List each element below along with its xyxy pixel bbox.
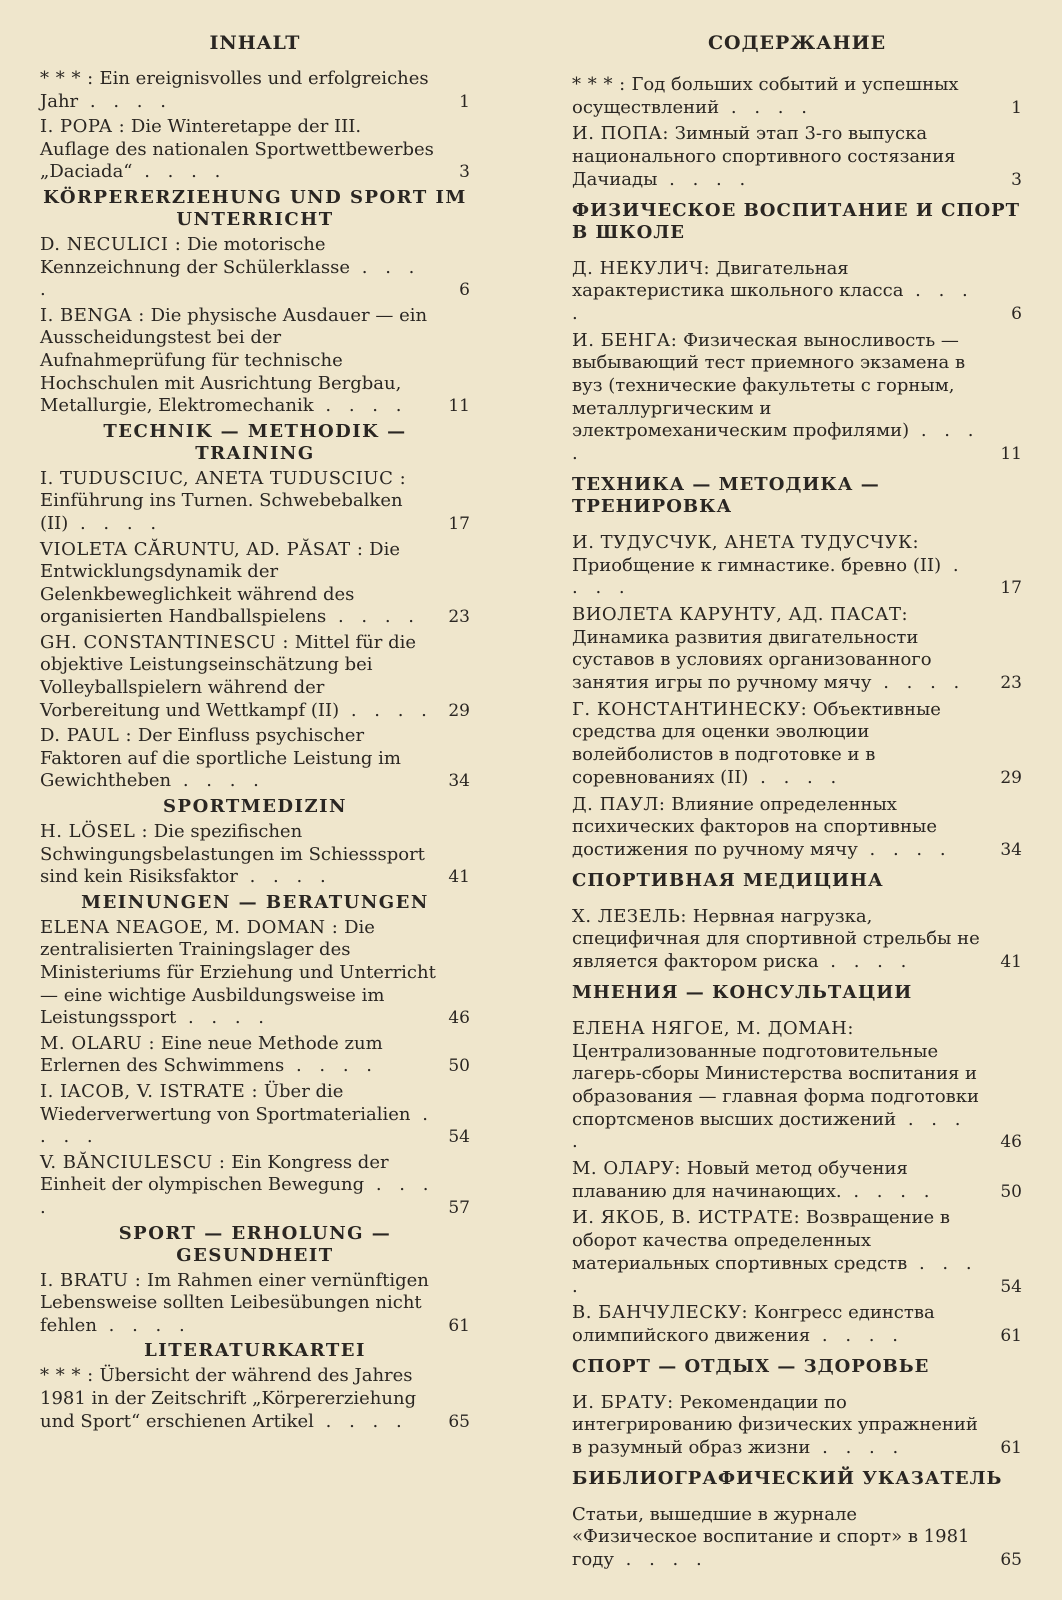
toc-entry [40, 821, 470, 889]
toc-entry [40, 305, 470, 418]
russian-toc-title: СОДЕРЖАНИЕ [707, 32, 887, 54]
entry-title: Die zentralisierten Trainingslager des Ministeriums für Erziehung und Unterricht — eine wichtige Ausbildungsweise im Leistungssport [40, 916, 436, 1029]
toc-entry [40, 632, 470, 722]
section-heading: LITERATURKARTEI [144, 1340, 366, 1362]
entry-author: I. POPA : [40, 116, 126, 138]
page-number: 29 [1000, 767, 1022, 788]
entry-title: Новый метод обучения плаванию для начинающих. [572, 1158, 908, 1202]
leader-dots: . . . . [719, 96, 813, 118]
entry-author: Д. НЕКУЛИЧ: [572, 257, 711, 279]
entry-title: Нервная нагрузка, специфичная для спортивной стрельбы не является фактором риска [572, 905, 980, 973]
leader-dots: . . . . [326, 606, 420, 628]
page-number: 54 [1000, 1276, 1022, 1297]
entry-author: Х. ЛЕЗЕЛЬ: [572, 905, 687, 927]
leader-dots: . . . . [572, 554, 965, 599]
page-number: 61 [1000, 1326, 1022, 1347]
leader-dots: . . . . [237, 866, 332, 888]
toc-entry-text [40, 1365, 436, 1433]
leader-dots: . . . . [657, 168, 752, 190]
toc-entry [40, 1270, 470, 1338]
toc-entry-text [40, 917, 436, 1030]
toc-entry [40, 725, 470, 793]
toc-entry [572, 1302, 1022, 1347]
page-number: 17 [1000, 578, 1022, 599]
section-heading: SPORTMEDIZIN [163, 796, 347, 818]
toc-entry-text [40, 632, 436, 722]
entry-title: Двигательная характеристика школьного класса [572, 257, 904, 302]
leader-dots: . . . . [871, 672, 966, 694]
toc-entry-text [40, 1152, 436, 1220]
page-number: 1 [459, 91, 470, 112]
page-number: 6 [459, 280, 470, 301]
toc-entry [572, 906, 1022, 974]
page-number: 11 [448, 396, 470, 417]
entry-author: I. TUDUSCIUC, ANETA TUDUSCIUC : [40, 467, 407, 489]
page-number: 23 [448, 607, 470, 628]
section-heading: ФИЗИЧЕСКОЕ ВОСПИТАНИЕ И СПОРТ В ШКОЛЕ [572, 199, 1021, 243]
entry-author: ВИОЛЕТА КАРУНТУ, АД. ПАСАТ: [572, 603, 909, 625]
toc-entry [40, 539, 470, 629]
leader-dots: . . . . [748, 766, 843, 788]
page-number: 54 [448, 1127, 470, 1148]
entry-title: Централизованные подготовительные лагерь-сборы Министерства воспитания и образования — главная форма подготовки спортсменов высших достижений [572, 1040, 980, 1130]
section-heading: СПОРТ — ОТДЫХ — ЗДОРОВЬЕ [572, 1355, 930, 1377]
entry-author: M. OLARU : [40, 1032, 156, 1054]
toc-entry-text [40, 725, 436, 793]
toc-entry-text [572, 1018, 980, 1154]
entry-title: Über die Wiederverwertung von Sportmaterialien [40, 1080, 411, 1125]
leader-dots: . . . . [96, 1314, 191, 1336]
section-heading: KÖRPERERZIEHUNG UND SPORT IM UNTERRICHT [43, 186, 467, 230]
toc-entry-text [40, 1270, 436, 1338]
toc-entry-text [572, 123, 980, 191]
entry-author: И. ПОПА: [572, 123, 669, 145]
leader-dots: . . . . [572, 1252, 978, 1297]
page-number: 41 [448, 867, 470, 888]
section-heading: БИБЛИОГРАФИЧЕСКИЙ УКАЗАТЕЛЬ [572, 1467, 1003, 1489]
entry-title: Die physische Ausdauer — ein Ausscheidungstest bei der Aufnahmeprüfung für technische Hochschulen mit Ausrichtung Bergbau, Metallurgie, Elektromechanik [40, 304, 428, 417]
entry-author: М. ОЛАРУ: [572, 1158, 681, 1180]
toc-entry [40, 917, 470, 1030]
entry-title: Die Winteretappe der III. Auflage des nationalen Sportwettbewerbes „Daciada“ [40, 116, 434, 183]
section-heading: TECHNIK — METHODIK — TRAINING [103, 420, 407, 464]
leader-dots: . . . . [841, 1180, 936, 1202]
entry-title: Die motorische Kennzeichnung der Schülerklasse [40, 233, 351, 278]
section-heading: СПОРТИВНАЯ МЕДИЦИНА [572, 869, 884, 891]
toc-entry [572, 604, 1022, 695]
entry-author: D. PAUL : [40, 725, 133, 747]
toc-entry-text [572, 330, 980, 466]
leader-dots: . . . . [40, 1174, 435, 1218]
toc-entry [40, 1033, 470, 1078]
toc-entry-text [40, 116, 436, 184]
toc-entry-text [40, 1033, 436, 1078]
leader-dots: . . . . [78, 90, 172, 112]
leader-dots: . . . . [572, 280, 974, 324]
page-number: 3 [1011, 169, 1022, 190]
toc-entry [572, 1018, 1022, 1154]
entry-author: Г. КОНСТАНТИНЕСКУ: [572, 698, 808, 720]
entry-title: Ein Kongress der Einheit der olympischen Bewegung [40, 1151, 389, 1196]
toc-entry-text [572, 794, 980, 862]
entry-author: H. LÖSEL : [40, 821, 149, 843]
leader-dots: . . . . [339, 699, 433, 721]
entry-title: Im Rahmen einer vernünftigen Lebensweise sollten Leibesübungen nicht fehlen [40, 1269, 429, 1336]
toc-entry [572, 1158, 1022, 1203]
entry-title: Влияние определенных психических факторов на спортивные достижения по ручному мячу [572, 793, 938, 860]
page-number: 1 [1011, 97, 1022, 118]
entry-author: * * * : [572, 74, 626, 95]
toc-entry-text [40, 468, 436, 536]
toc-entry-text [40, 821, 436, 889]
entry-author: * * * : [40, 68, 94, 89]
toc-entry-text [572, 258, 980, 326]
entry-title: Einführung ins Turnen. Schwebebalken (II) [40, 490, 403, 534]
entry-author: ELENA NEAGOE, M. DOMAN : [40, 916, 339, 938]
toc-entry [572, 123, 1022, 191]
leader-dots: . . . . [313, 1410, 408, 1432]
toc-entry-text [572, 906, 980, 974]
toc-entry [40, 1152, 470, 1220]
russian-toc-column [572, 28, 1022, 1576]
entry-author: В. БАНЧУЛЕСКУ: [572, 1302, 749, 1324]
entry-author: D. NECULICI : [40, 233, 182, 255]
entry-title: Год больших событий и успешных осуществлений [572, 74, 959, 118]
leader-dots: . . . . [313, 395, 408, 417]
page-number: 3 [459, 162, 470, 183]
page-number: 50 [448, 1056, 470, 1077]
leader-dots: . . . . [132, 161, 227, 183]
page-number: 61 [448, 1315, 470, 1336]
entry-title: Mittel für die objektive Leistungseinschätzung bei Volleyballspielern während der Vorbereitung und Wettkampf (II) [40, 631, 417, 721]
german-toc-list [40, 68, 470, 1433]
leader-dots: . . . . [572, 1108, 967, 1153]
toc-entry [40, 234, 470, 302]
section-heading: SPORT — ERHOLUNG — GESUNDHEIT [118, 1222, 392, 1266]
entry-title: Статьи, вышедшие в журнале «Физическое воспитание и спорт» в 1981 году [572, 1503, 970, 1571]
entry-title: Зимный этап 3-го выпуска национального спортивного состязания Дачиады [572, 123, 956, 190]
toc-entry-text [572, 699, 980, 790]
toc-entry [572, 699, 1022, 790]
toc-entry-text [572, 1392, 980, 1460]
page-number: 41 [1000, 952, 1022, 973]
section-heading: МНЕНИЯ — КОНСУЛЬТАЦИИ [572, 981, 913, 1003]
toc-entry-text [572, 604, 980, 695]
entry-title: Рекомендации по интегрированию физических упражнений в разумный образ жизни [572, 1391, 978, 1459]
entry-author: ЕЛЕНА НЯГОЕ, М. ДОМАН: [572, 1017, 854, 1039]
page-number: 23 [1000, 673, 1022, 694]
toc-entry-text [40, 305, 436, 418]
toc-entry-text [572, 1504, 980, 1572]
page-number: 6 [1011, 304, 1022, 325]
toc-entry-text [572, 532, 980, 600]
entry-title: Возвращение в оборот качества определенных материальных спортивных средств [572, 1207, 951, 1274]
toc-entry [572, 1392, 1022, 1460]
entry-author: И. БРАТУ: [572, 1391, 674, 1413]
entry-title: Der Einfluss psychischer Faktoren auf die sportliche Leistung im Gewichtheben [40, 725, 401, 792]
toc-entry [40, 1081, 470, 1149]
entry-title: Übersicht der während des Jahres 1981 in der Zeitschrift „Körpererziehung und Sport“ erschienen Artikel [40, 1365, 417, 1432]
entry-title: Динамика развития двигательности суставов в условиях организованного занятия игры по ручному мячу [572, 626, 932, 694]
leader-dots: . . . . [40, 1103, 434, 1148]
toc-entry [572, 1504, 1022, 1572]
leader-dots: . . . . [810, 1324, 904, 1346]
entry-author: I. IACOB, V. ISTRATE : [40, 1080, 259, 1102]
toc-entry-text [40, 1081, 436, 1149]
entry-author: И. БЕНГА: [572, 329, 678, 351]
toc-entry [572, 532, 1022, 600]
page-number: 46 [1000, 1132, 1022, 1153]
toc-entry [572, 258, 1022, 326]
leader-dots: . . . . [284, 1055, 379, 1077]
toc-entry-text [40, 539, 436, 629]
entry-title: Die spezifischen Schwingungsbelastungen im Schiesssport sind kein Risiksfaktor [40, 821, 425, 888]
leader-dots: . . . . [857, 838, 952, 860]
page-number: 65 [448, 1411, 470, 1432]
page-number: 11 [1000, 444, 1022, 465]
toc-entry-text [572, 1207, 980, 1298]
toc-entry [40, 68, 470, 113]
page-number: 46 [448, 1008, 470, 1029]
german-toc-column [40, 28, 470, 1436]
entry-author: I. BRATU : [40, 1269, 142, 1291]
leader-dots: . . . . [68, 512, 163, 534]
toc-entry-text [40, 234, 436, 302]
entry-author: Д. ПАУЛ: [572, 793, 666, 815]
page-number: 61 [1000, 1438, 1022, 1459]
entry-author: GH. CONSTANTINESCU : [40, 631, 289, 653]
toc-entry-text [572, 74, 980, 119]
page-number: 34 [448, 771, 470, 792]
entry-author: И. ЯКОБ, В. ИСТРАТЕ: [572, 1207, 801, 1229]
page-number: 65 [1000, 1550, 1022, 1571]
entry-author: VIOLETA CĂRUNTU, AD. PĂSAT : [40, 538, 364, 560]
leader-dots: . . . . [818, 951, 913, 973]
toc-entry [40, 468, 470, 536]
toc-entry [572, 330, 1022, 466]
page-number: 29 [448, 700, 470, 721]
toc-entry-text [572, 1302, 980, 1347]
entry-author: I. BENGA : [40, 304, 145, 326]
leader-dots: . . . . [176, 1007, 270, 1029]
leader-dots: . . . . [572, 420, 980, 465]
toc-entry [572, 794, 1022, 862]
toc-entry-text [572, 1158, 980, 1203]
page-number: 34 [1000, 840, 1022, 861]
page-number: 17 [448, 513, 470, 534]
entry-title: Конгресс единства олимпийского движения [572, 1302, 935, 1346]
entry-title: Физическая выносливость — выбывающий тест приемного экзамена в вуз (технические факультеты с горным, металлургическим и электромеханическим профилями) [572, 329, 966, 442]
entry-title: Ein ereignisvolles und erfolgreiches Jahr [40, 68, 429, 112]
leader-dots: . . . . [810, 1437, 905, 1459]
entry-author: * * * : [40, 1365, 94, 1387]
leader-dots: . . . . [613, 1549, 708, 1571]
page-number: 50 [1000, 1181, 1022, 1202]
section-heading: MEINUNGEN — BERATUNGEN [81, 891, 429, 913]
toc-entry [40, 116, 470, 184]
toc-entry [572, 1207, 1022, 1298]
leader-dots: . . . . [171, 770, 265, 792]
entry-author: V. BĂNCIULESCU : [40, 1151, 226, 1173]
page-number: 57 [448, 1197, 470, 1218]
entry-author: И. ТУДУСЧУК, АНЕТА ТУДУСЧУК: [572, 531, 920, 553]
toc-entry [40, 1365, 470, 1433]
leader-dots: . . . . [40, 256, 421, 301]
russian-toc-list [572, 74, 1022, 1572]
entry-title: Объективные средства для оценки эволюции волейболистов в подготовке и в соревнованиях (II) [572, 698, 941, 788]
section-heading: ТЕХНИКА — МЕТОДИКА — ТРЕНИРОВКА [572, 473, 880, 517]
german-toc-title: INHALT [209, 32, 301, 54]
toc-entry-text [40, 68, 436, 113]
entry-title: Приобщение к гимнастике. бревно (II) [572, 554, 942, 576]
entry-title: Die Entwicklungsdynamik der Gelenkbeweglichkeit während des organisierten Handballspielens [40, 538, 400, 628]
entry-title: Eine neue Methode zum Erlernen des Schwimmens [40, 1032, 383, 1077]
toc-entry [572, 74, 1022, 119]
